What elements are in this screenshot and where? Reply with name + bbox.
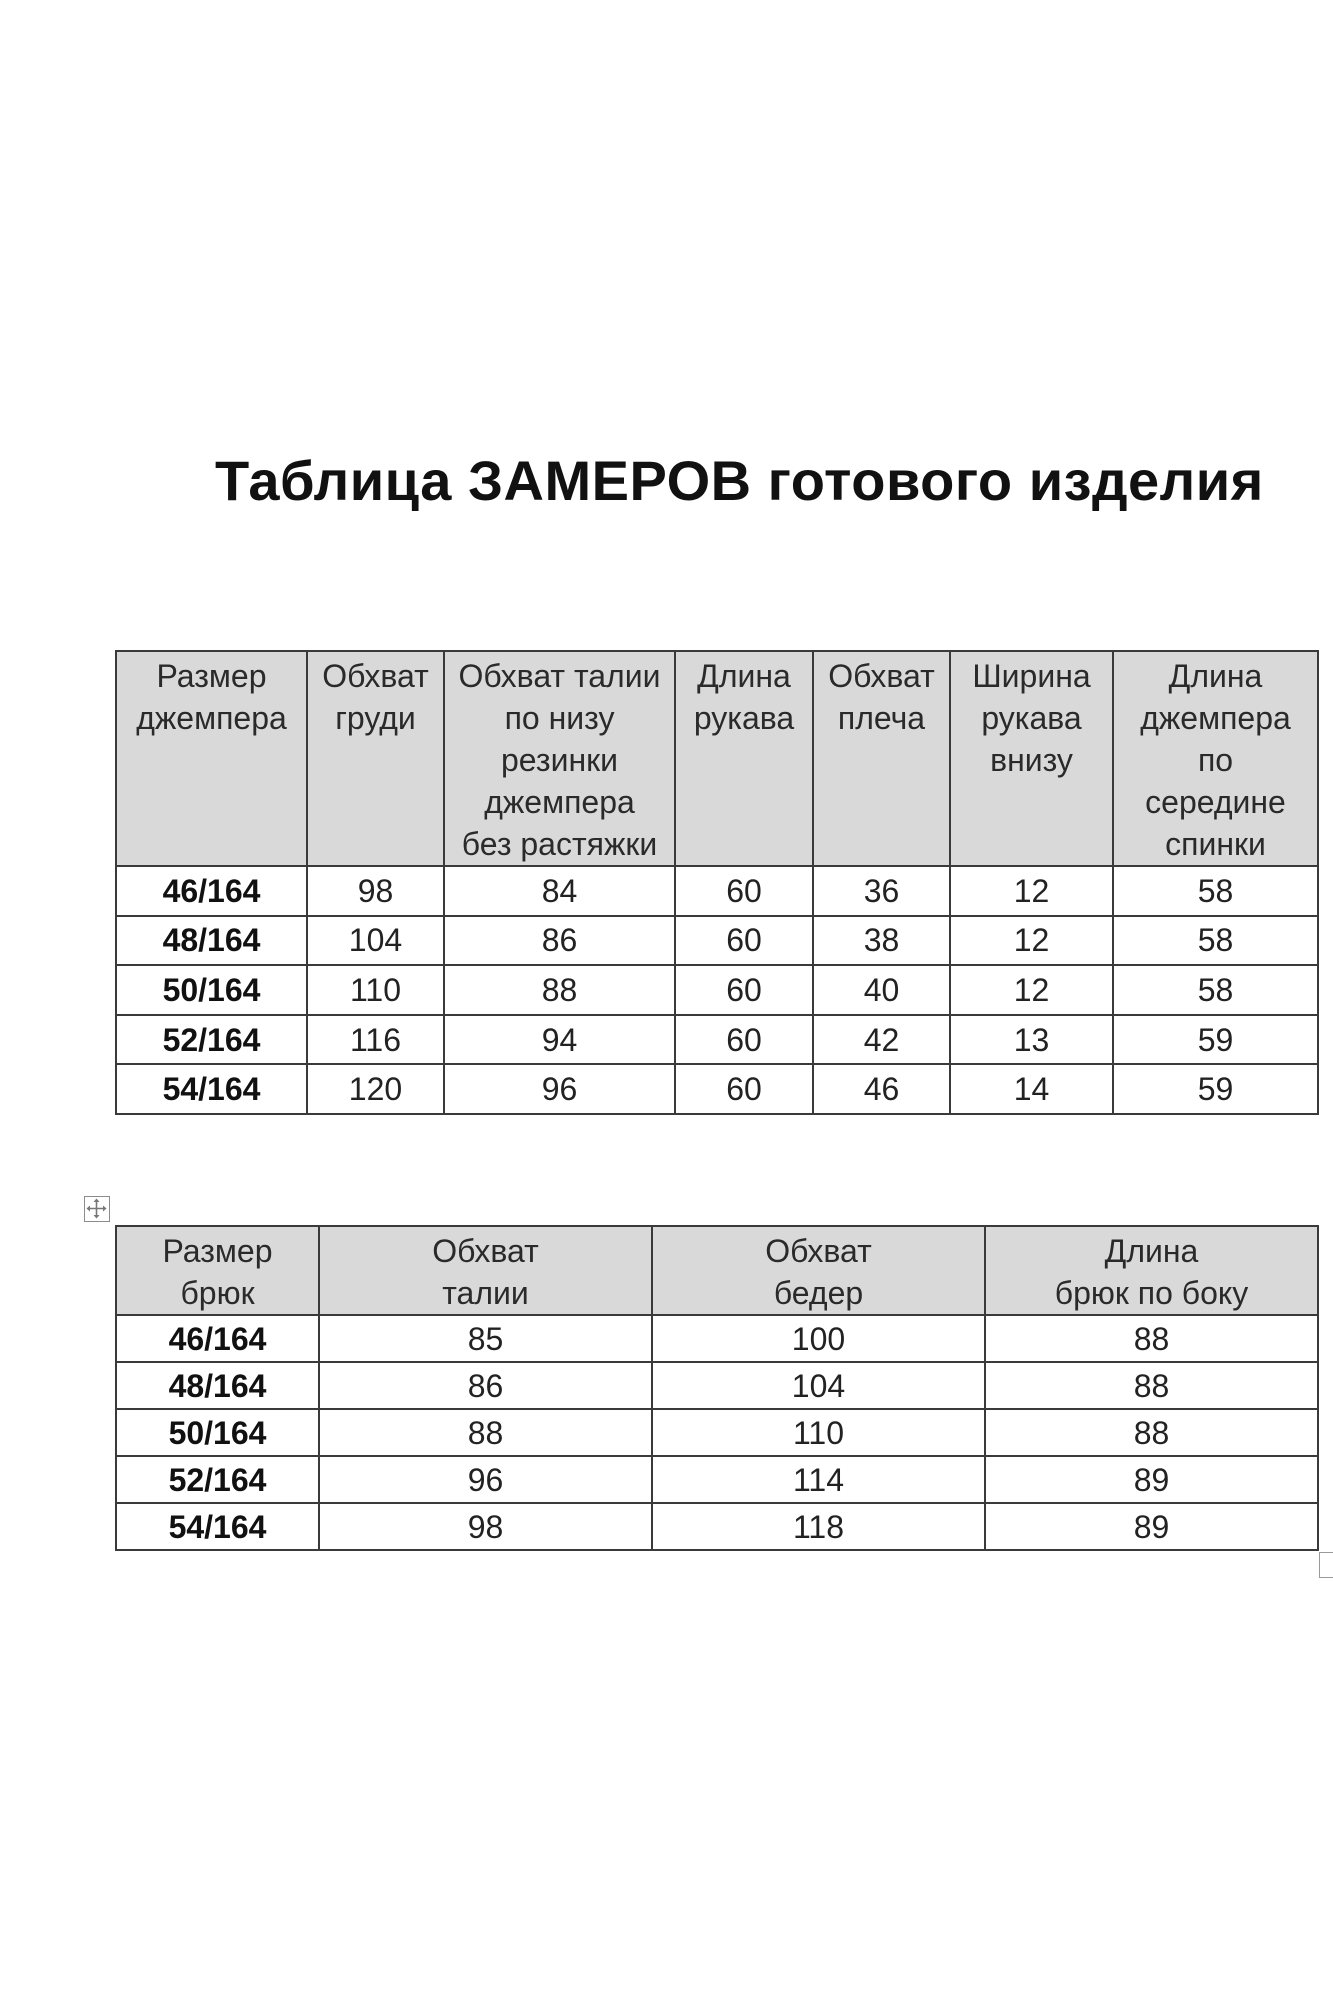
table-row (116, 1409, 1318, 1456)
table-cell: 46 (813, 1064, 950, 1114)
trousers-measurements-table (115, 1225, 1319, 1551)
table-cell: 36 (813, 866, 950, 916)
table-row (116, 1015, 1318, 1065)
table-cell: 84 (444, 866, 675, 916)
header-cell: Обхват бедер (652, 1226, 985, 1315)
table-cell: 12 (950, 965, 1113, 1015)
table-cell: 88 (985, 1315, 1318, 1362)
header-cell: Обхват плеча (813, 651, 950, 866)
table-cell: 59 (1113, 1015, 1318, 1065)
size-cell: 52/164 (116, 1015, 307, 1065)
header-cell: Длина рукава (675, 651, 813, 866)
table-cell: 120 (307, 1064, 444, 1114)
table-cell: 60 (675, 1015, 813, 1065)
table-row (116, 1503, 1318, 1550)
header-cell: Длина джемпера по середине спинки (1113, 651, 1318, 866)
size-cell: 46/164 (116, 866, 307, 916)
table-row (116, 866, 1318, 916)
table-cell: 60 (675, 916, 813, 966)
table-cell: 96 (319, 1456, 652, 1503)
header-cell: Обхват груди (307, 651, 444, 866)
resize-handle-icon[interactable] (1319, 1552, 1333, 1578)
table-cell: 88 (319, 1409, 652, 1456)
size-cell: 48/164 (116, 916, 307, 966)
table-row (116, 1064, 1318, 1114)
table-cell: 59 (1113, 1064, 1318, 1114)
table-header-row (116, 651, 1318, 866)
table-cell: 12 (950, 916, 1113, 966)
table-cell: 38 (813, 916, 950, 966)
header-cell: Размер брюк (116, 1226, 319, 1315)
size-cell: 54/164 (116, 1503, 319, 1550)
size-cell: 46/164 (116, 1315, 319, 1362)
size-cell: 52/164 (116, 1456, 319, 1503)
table-cell: 100 (652, 1315, 985, 1362)
size-cell: 50/164 (116, 1409, 319, 1456)
header-cell: Обхват талии (319, 1226, 652, 1315)
table-cell: 42 (813, 1015, 950, 1065)
jumper-measurements-table (115, 650, 1319, 1115)
table-cell: 89 (985, 1456, 1318, 1503)
move-arrows-icon[interactable] (84, 1196, 110, 1222)
table-cell: 104 (307, 916, 444, 966)
table-cell: 110 (652, 1409, 985, 1456)
table-row (116, 916, 1318, 966)
table-cell: 60 (675, 965, 813, 1015)
table-cell: 58 (1113, 916, 1318, 966)
size-cell: 54/164 (116, 1064, 307, 1114)
size-cell: 48/164 (116, 1362, 319, 1409)
table-cell: 85 (319, 1315, 652, 1362)
table-cell: 116 (307, 1015, 444, 1065)
table-cell: 114 (652, 1456, 985, 1503)
table-cell: 88 (985, 1409, 1318, 1456)
header-cell: Длина брюк по боку (985, 1226, 1318, 1315)
table-cell: 88 (444, 965, 675, 1015)
size-cell: 50/164 (116, 965, 307, 1015)
header-cell: Размер джемпера (116, 651, 307, 866)
table-cell: 58 (1113, 866, 1318, 916)
table-cell: 12 (950, 866, 1113, 916)
header-cell: Обхват талии по низу резинки джемпера без растяжки (444, 651, 675, 866)
table-cell: 58 (1113, 965, 1318, 1015)
table-header-row (116, 1226, 1318, 1315)
table-cell: 60 (675, 1064, 813, 1114)
table-cell: 96 (444, 1064, 675, 1114)
table-cell: 89 (985, 1503, 1318, 1550)
table-cell: 104 (652, 1362, 985, 1409)
table-cell: 86 (444, 916, 675, 966)
table-cell: 98 (307, 866, 444, 916)
table-cell: 98 (319, 1503, 652, 1550)
table-row (116, 1315, 1318, 1362)
table-cell: 13 (950, 1015, 1113, 1065)
table-cell: 86 (319, 1362, 652, 1409)
table-cell: 118 (652, 1503, 985, 1550)
page-title: Таблица ЗАМЕРОВ готового изделия (215, 449, 1264, 512)
header-cell: Ширина рукава внизу (950, 651, 1113, 866)
table-cell: 40 (813, 965, 950, 1015)
table-cell: 14 (950, 1064, 1113, 1114)
table-cell: 60 (675, 866, 813, 916)
table-row (116, 1456, 1318, 1503)
table-cell: 94 (444, 1015, 675, 1065)
table-row (116, 965, 1318, 1015)
table-row (116, 1362, 1318, 1409)
table-cell: 88 (985, 1362, 1318, 1409)
table-cell: 110 (307, 965, 444, 1015)
